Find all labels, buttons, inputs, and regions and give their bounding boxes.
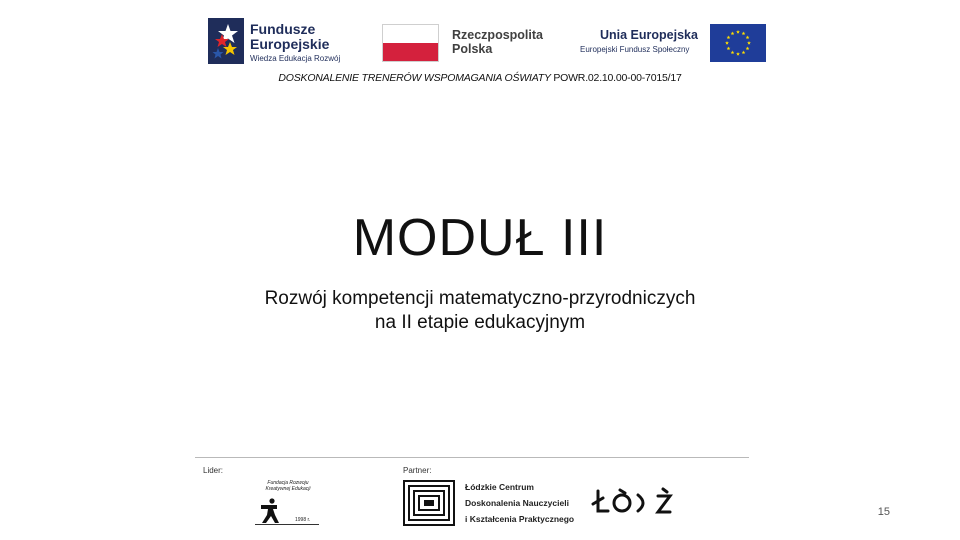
module-title: MODUŁ III [352,209,608,267]
subtitle-line1: Rozwój kompetencji matematyczno-przyrodniczych [264,288,696,309]
partner-line2: Doskonalenia Nauczycieli [465,498,569,508]
unia-europejska-logo [580,24,766,64]
fundusze-line2: Europejskie [250,36,330,52]
lodz-logo [590,487,676,517]
footer-divider [195,457,749,458]
lider-label: Lider: [203,466,224,475]
fundusze-europejskie-logo [208,18,348,64]
centrum-square-icon [403,480,455,526]
project-code: POWR.02.10.00-00-7015/17 [553,72,682,84]
lider-baseline [255,524,319,525]
rzeczpospolita-polska-logo [382,24,562,64]
module-subtitle [0,287,960,335]
project-name: DOSKONALENIE TRENERÓW WSPOMAGANIA OŚWIATY [278,72,551,84]
partner-line1: Łódzkie Centrum [465,482,534,492]
polish-flag-icon [382,24,439,62]
partner-logo [403,480,573,528]
lider-caption: Fundacja Rozwoju Kreatywnej Edukacji [265,480,311,492]
unia-line2: Europejski Fundusz Społeczny [580,45,690,54]
walking-figure-icon [259,498,281,524]
eu-flag-icon [710,24,766,62]
fundusze-line3: Wiedza Edukacja Rozwój [250,54,341,63]
rzeczpospolita-line1: Rzeczpospolita [452,28,543,42]
rzeczpospolita-line2: Polska [452,42,493,56]
unia-line1: Unia Europejska [600,28,698,42]
fundusze-line1: Fundusze [250,21,316,37]
lider-year: 1998 r. [295,517,311,523]
page-number: 15 [877,506,890,518]
partner-label: Partner: [403,466,432,475]
project-line [0,72,960,84]
partner-line3: i Kształcenia Praktycznego [465,514,575,524]
lider-logo [255,478,319,528]
subtitle-line2: na II etapie edukacyjnym [374,312,586,333]
fundusze-europejskie-star-icon [208,18,244,64]
